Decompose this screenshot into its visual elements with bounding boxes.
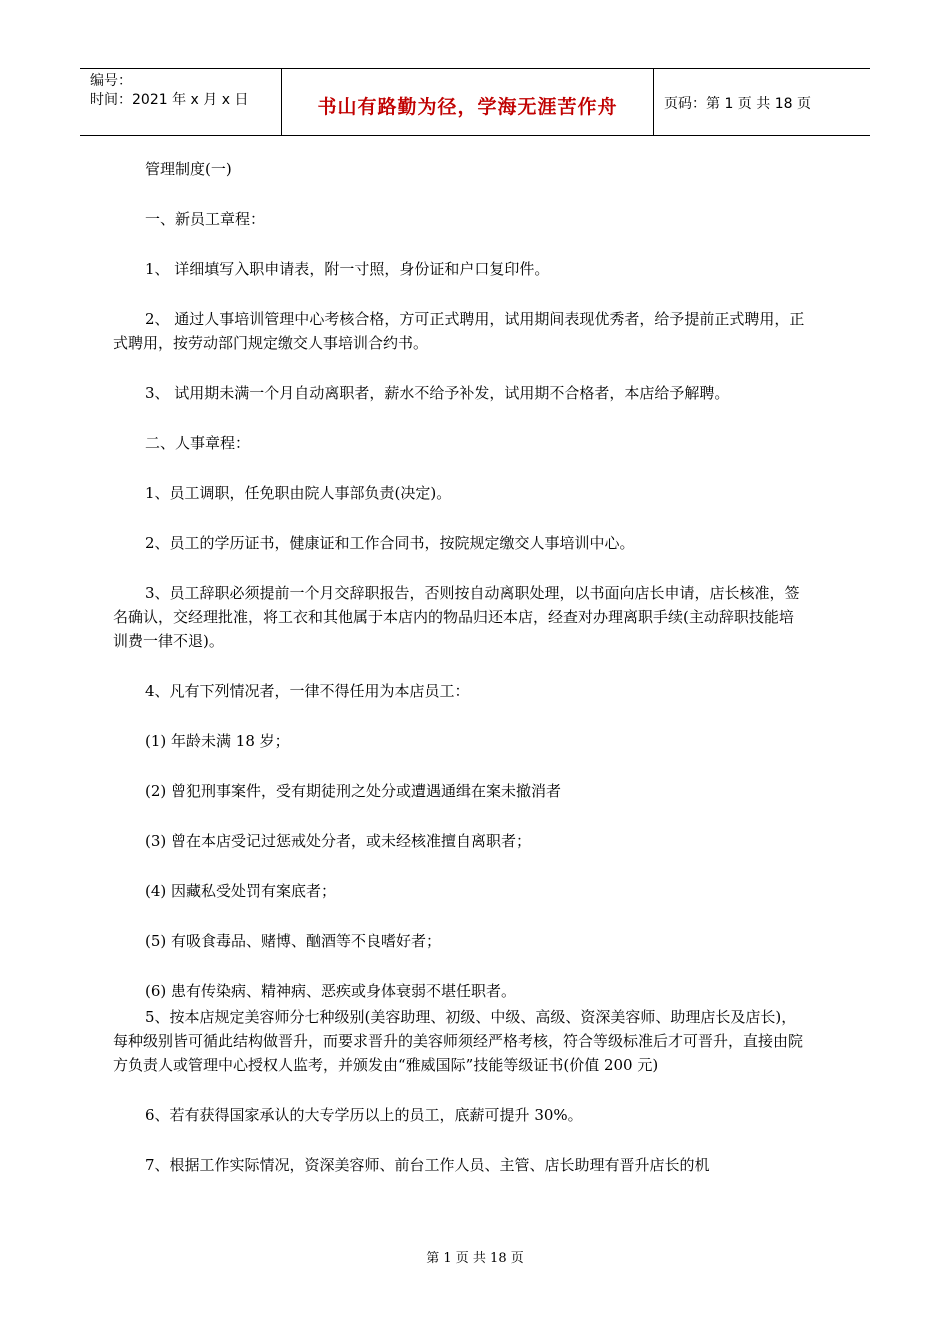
- doc-number-label: 编号：: [90, 73, 132, 89]
- header-meta: [80, 69, 282, 135]
- section-2-item-6: 6、若有获得国家承认的大专学历以上的员工，底薪可提升 30%。: [145, 1106, 583, 1124]
- section-2-item-7: 7、根据工作实际情况，资深美容师、前台工作人员、主管、店长助理有晋升店长的机: [145, 1156, 710, 1174]
- section-2-item-5: 5、按本店规定美容师分七种级别(美容助理、初级、中级、高级、资深美容师、助理店长及店长)，每种级别皆可循此结构做晋升，而要求晋升的美容师须经严格考核，符合等级标准后才可晋升，直接由院方负责人或管理中心授权人监考，并颁发由“雅威国际”技能等级证书(价值 200 元): [113, 1008, 804, 1074]
- section-2-sub-1: (1) 年龄未满 18 岁；: [145, 732, 290, 750]
- header-motto: 书山有路勤为径，学海无涯苦作舟: [282, 69, 654, 135]
- section-2-item-3: 3、员工辞职必须提前一个月交辞职报告，否则按自动离职处理，以书面向店长申请，店长核准，签名确认，交经理批准，将工衣和其他属于本店内的物品归还本店，经查对办理离职手续(主动辞职技能培训费一律不退)。: [113, 584, 800, 650]
- section-1-item-2: 2、 通过人事培训管理中心考核合格，方可正式聘用，试用期间表现优秀者，给予提前正式聘用，正式聘用，按劳动部门规定缴交人事培训合约书。: [113, 310, 805, 352]
- section-2-sub-6: (6) 患有传染病、精神病、恶疾或身体衰弱不堪任职者。: [145, 982, 517, 1000]
- section-2-item-2: 2、员工的学历证书，健康证和工作合同书，按院规定缴交人事培训中心。: [145, 534, 635, 552]
- section-2-heading: 二、人事章程：: [145, 434, 251, 452]
- section-2-sub-4: (4) 因藏私受处罚有案底者；: [145, 882, 337, 900]
- section-2-sub-5: (5) 有吸食毒品、赌博、酗酒等不良嗜好者；: [145, 932, 442, 950]
- section-1-item-3: 3、 试用期未满一个月自动离职者，薪水不给予补发，试用期不合格者，本店给予解聘。: [145, 384, 730, 402]
- doc-time-label: 时间：2021 年 x 月 x 日: [90, 92, 249, 108]
- doc-title: 管理制度(一): [145, 160, 232, 178]
- section-1-item-1: 1、 详细填写入职申请表，附一寸照，身份证和户口复印件。: [145, 260, 550, 278]
- page-header: [80, 68, 870, 136]
- section-2-item-4: 4、凡有下列情况者，一律不得任用为本店员工：: [145, 682, 470, 700]
- section-2-item-1: 1、员工调职，任免职由院人事部负责(决定)。: [145, 484, 452, 502]
- header-page-label: 页码：第 1 页 共 18 页: [664, 96, 811, 112]
- document-body: [113, 157, 805, 1177]
- section-1-heading: 一、新员工章程：: [145, 210, 266, 228]
- section-2-sub-2: (2) 曾犯刑事案件，受有期徒刑之处分或遭遇通缉在案未撤消者: [145, 782, 562, 800]
- page-footer: 第 1 页 共 18 页: [426, 1251, 524, 1266]
- section-2-sub-3: (3) 曾在本店受记过惩戒处分者，或未经核准擅自离职者；: [145, 832, 532, 850]
